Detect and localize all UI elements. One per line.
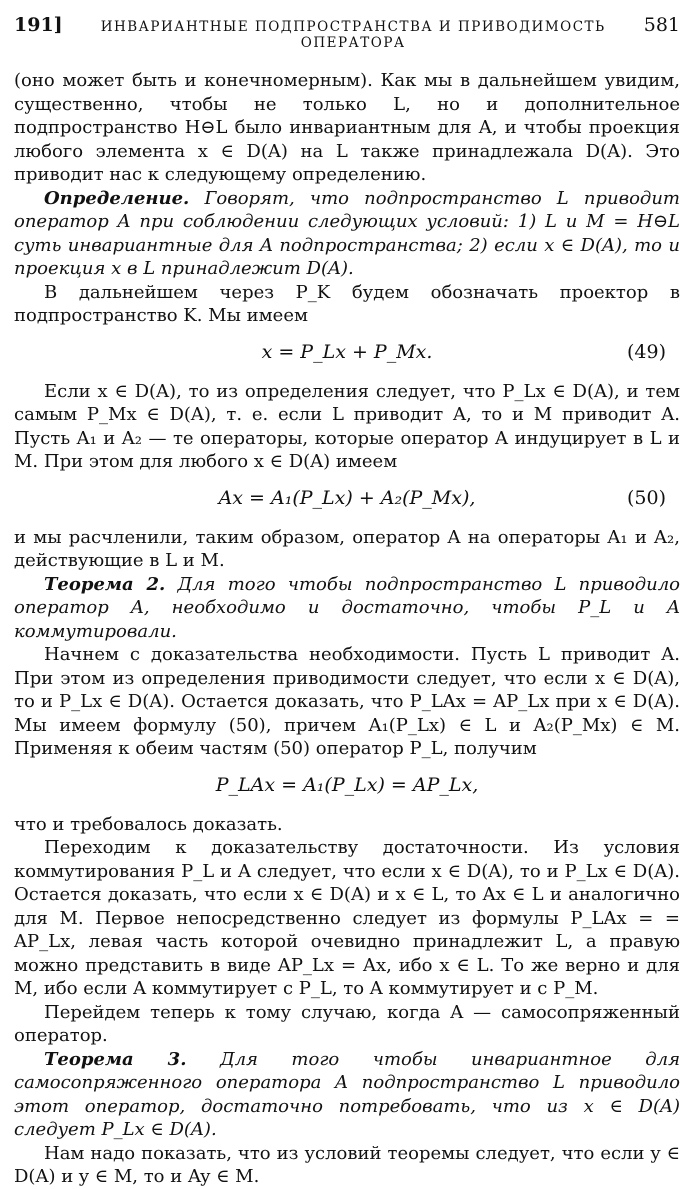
paragraph-sufficiency-proof: Переходим к доказательству достаточности. Из условия коммутирования P_L и A следует, что если x ∈ D(A), то и P_Lx ∈ D(A). Остается доказать, что если x ∈ D(A) и x ∈ L, то Ax ∈ L и аналогично для M. Первое непосредственно следует из формулы P_LAx = = AP_Lx, левая часть которой очевидно принадлежит L, а правую можно представить в виде AP_Lx = Ax, ибо x ∈ L. То же верно и для M, ибо если A коммутирует с P_L, то A коммутирует и с P_M. <box>14 837 680 999</box>
theorem-3-text: Для того чтобы инвариантное для самосопряженного оператора A подпространство L приводило этот оператор, достаточно потребовать, что из x ∈ D(A) следует P_Lx ∈ D(A). <box>14 1048 680 1140</box>
paragraph-theorem-3-proof-start: Нам надо показать, что из условий теоремы следует, что если y ∈ D(A) и y ∈ M, то и Ay ∈ M. <box>14 1142 680 1187</box>
definition-label: Определение. <box>44 187 190 209</box>
paragraph-induced-operators: Если x ∈ D(A), то из определения следует, что P_Lx ∈ D(A), и тем самым P_Mx ∈ D(A), т. е. если L приводит A, то и M приводит A. Пусть A₁ и A₂ — те операторы, которые оператор A индуцирует в L и M. При этом для любого x ∈ D(A) имеем <box>14 380 680 472</box>
running-title: ИНВАРИАНТНЫЕ ПОДПРОСТРАНСТВА И ПРИВОДИМОСТЬ ОПЕРАТОРА <box>100 19 606 51</box>
running-header <box>14 14 680 51</box>
theorem-3-block <box>14 1048 680 1142</box>
formula-unnumbered-body: P_LAx = A₁(P_Lx) = AP_Lx, <box>215 773 479 796</box>
definition-block <box>14 187 680 281</box>
theorem-2-text: Для того чтобы подпространство L приводило оператор A, необходимо и достаточно, чтобы P_L и A коммутировали. <box>14 573 680 642</box>
formula-50-number: (50) <box>626 486 666 509</box>
paragraph-necessity-proof: Начнем с доказательства необходимости. Пусть L приводит A. При этом из определения приводимости следует, что если x ∈ D(A), то и P_Lx ∈ D(A). Остается доказать, что P_LAx = AP_Lx при x ∈ D(A). Мы имеем формулу (50), причем A₁(P_Lx) ∈ L и A₂(P_Mx) ∈ M. Применяя к обеим частям (50) оператор P_L, получим <box>14 644 680 759</box>
formula-49-body: x = P_Lx + P_Mx. <box>261 340 433 363</box>
formula-50 <box>14 486 680 512</box>
paragraph-selfadjoint-case: Перейдем теперь к тому случаю, когда A — самосопряженный оператор. <box>14 1001 680 1046</box>
theorem-2-label: Теорема 2. <box>44 573 166 595</box>
page-number: 581 <box>643 14 680 36</box>
paragraph-decomposition: и мы расчленили, таким образом, оператор A на операторы A₁ и A₂, действующие в L и M. <box>14 526 680 571</box>
paragraph-continuation: (оно может быть и конечномерным). Как мы в дальнейшем увидим, существенно, чтобы не только L, но и дополнительное подпространство H⊖L было инвариантным для A, и чтобы проекция любого элемента x ∈ D(A) на L также принадлежала D(A). Это приводит нас к следующему определению. <box>14 70 680 185</box>
definition-text: Говорят, что подпространство L приводит оператор A при соблюдении следующих условий: 1) L и M = H⊖L суть инвариантные для A подпространства; 2) если x ∈ D(A), то и проекция x в L принадлежит D(A). <box>14 187 680 279</box>
theorem-2-block <box>14 573 680 644</box>
formula-49 <box>14 340 680 366</box>
formula-49-number: (49) <box>626 340 666 363</box>
section-number: 191] <box>14 14 63 36</box>
paragraph-qed: что и требовалось доказать. <box>14 813 283 835</box>
theorem-3-label: Теорема 3. <box>44 1048 187 1070</box>
paragraph-projector: В дальнейшем через P_K будем обозначать проектор в подпространство K. Мы имеем <box>14 281 680 326</box>
formula-unnumbered <box>14 773 680 799</box>
formula-50-body: Ax = A₁(P_Lx) + A₂(P_Mx), <box>218 486 476 509</box>
